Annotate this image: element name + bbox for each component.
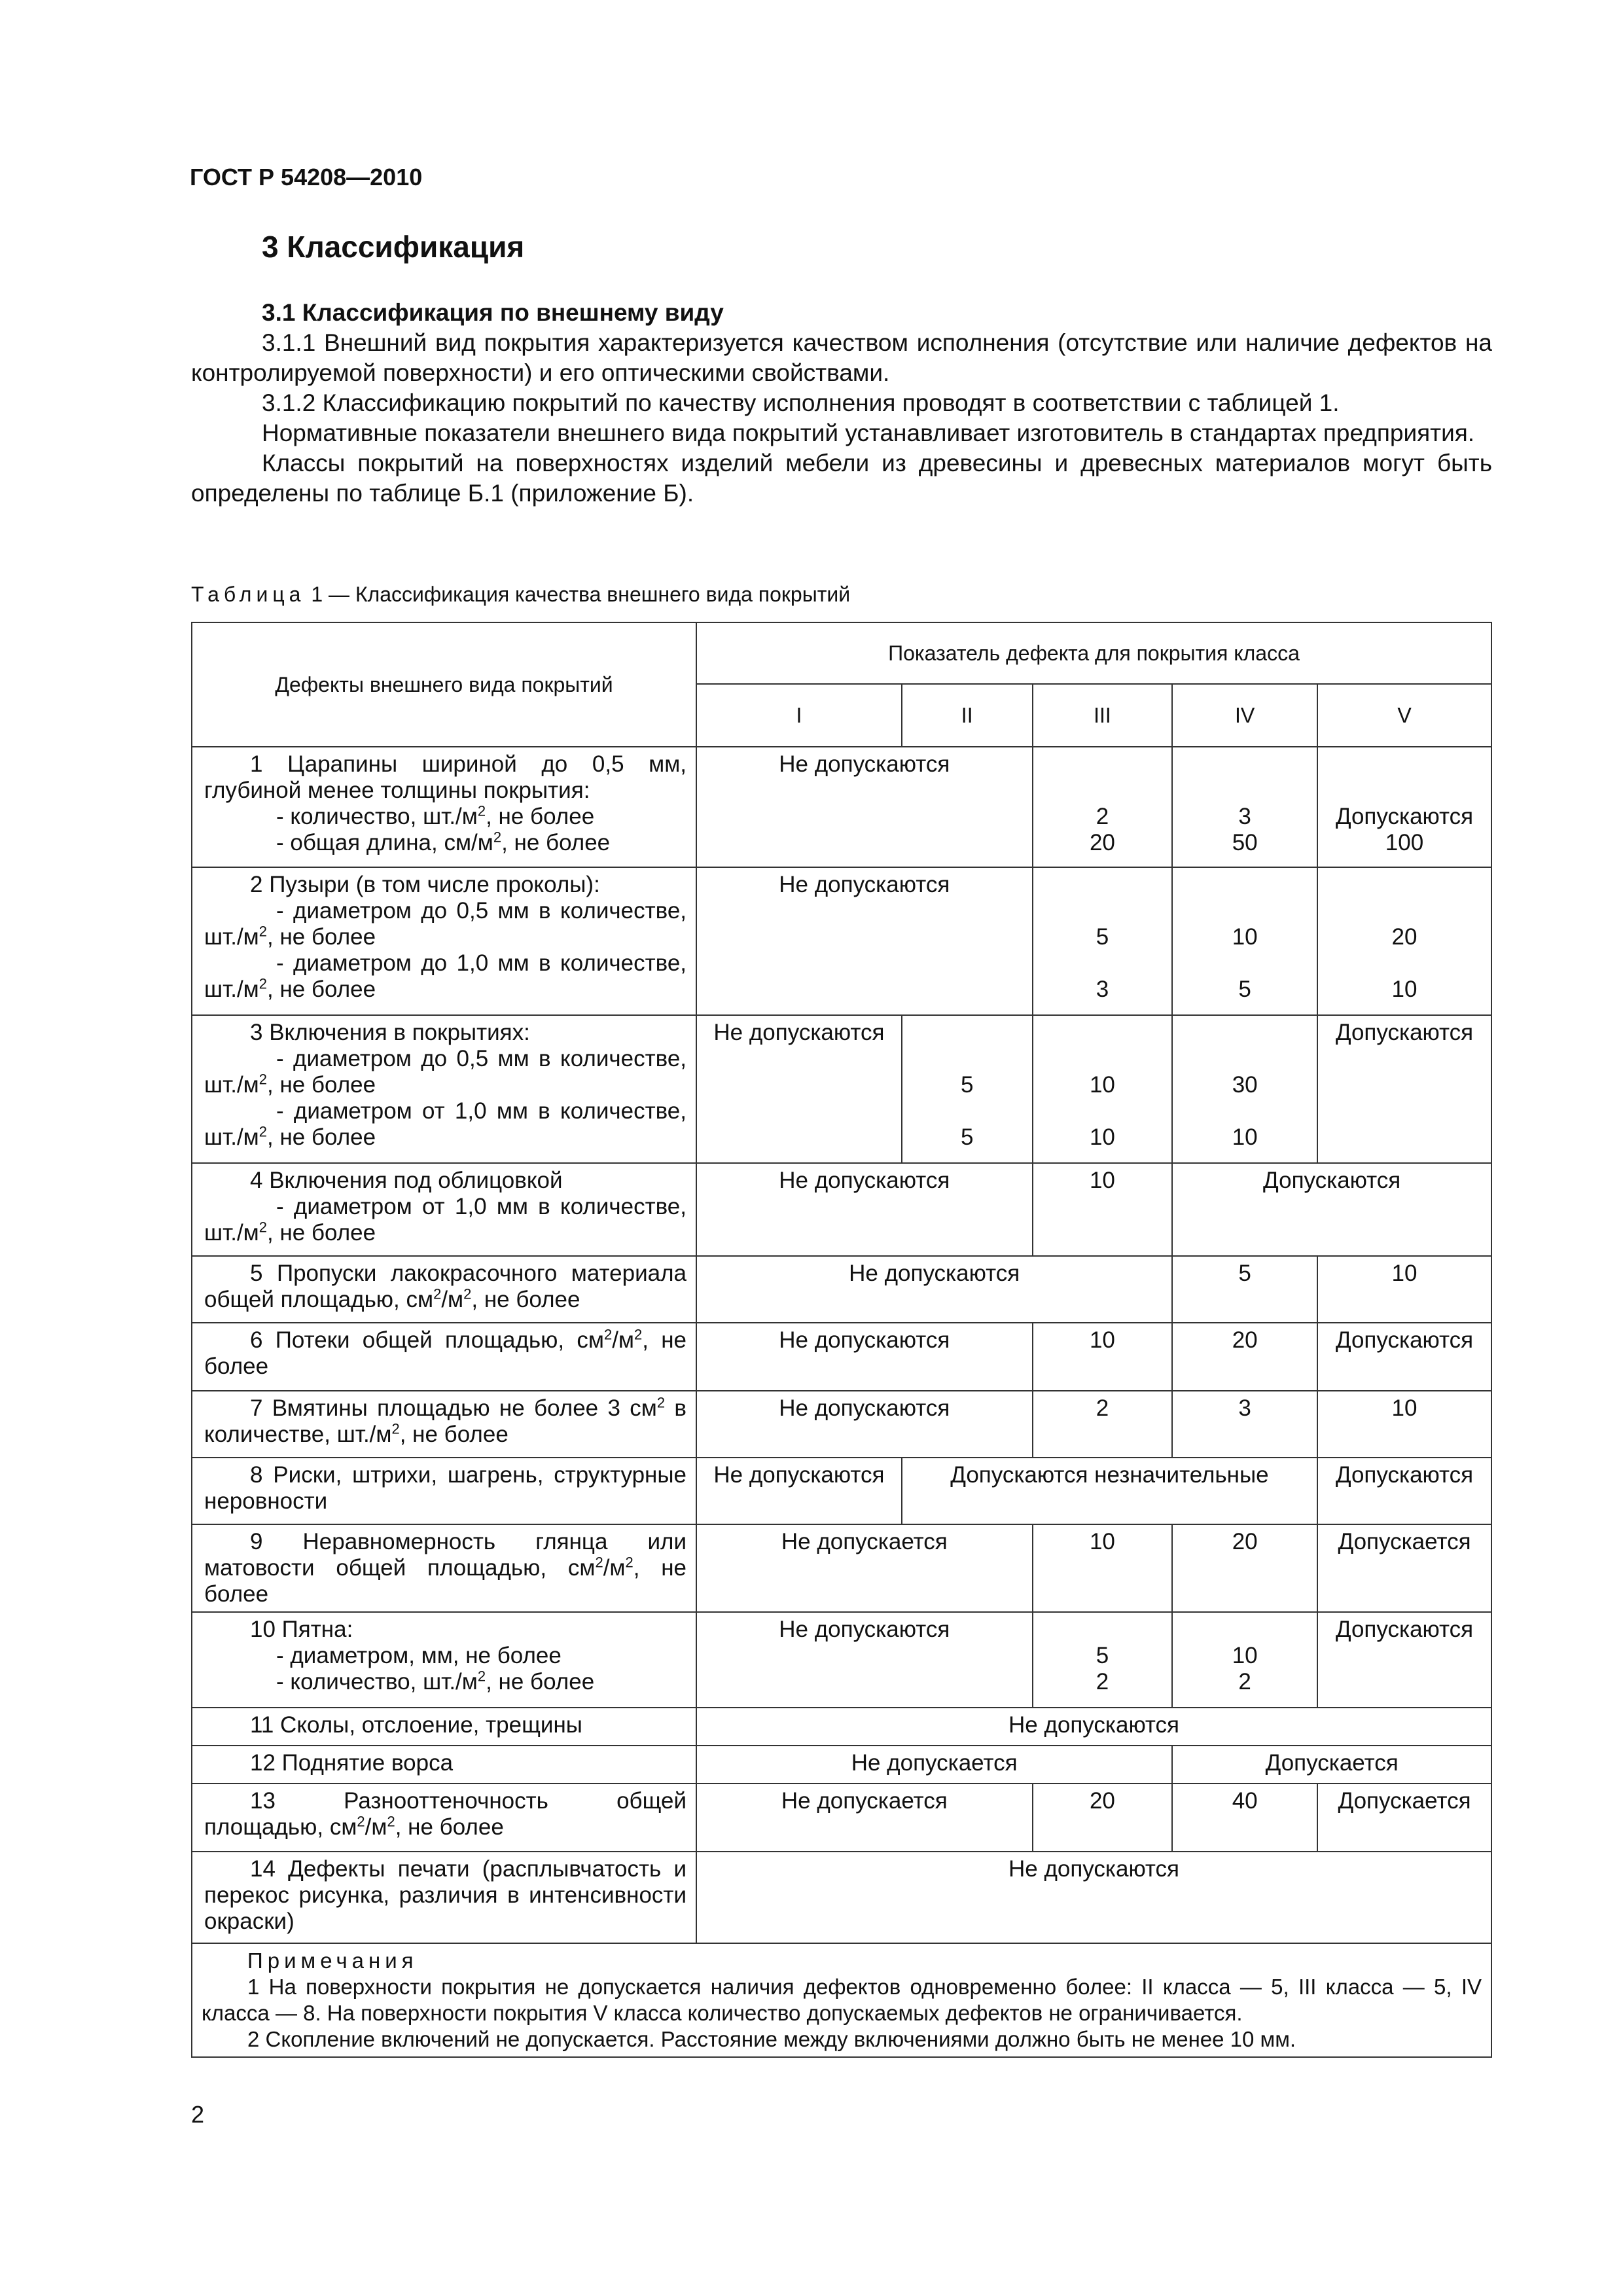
value-cell: 5 5 bbox=[902, 1015, 1033, 1163]
value-cell: Допускаются незначительные bbox=[902, 1458, 1317, 1524]
value-cell: Не допускаются bbox=[696, 1256, 1172, 1323]
header-class-3: III bbox=[1033, 684, 1173, 747]
value-cell: 10 bbox=[1317, 1256, 1491, 1323]
value-cell: Не допускаются bbox=[696, 1852, 1491, 1943]
value-cell: Не допускаются bbox=[696, 1323, 1033, 1391]
value-cell: 20 bbox=[1172, 1524, 1317, 1612]
table-row bbox=[192, 867, 1491, 1015]
table-row bbox=[192, 1524, 1491, 1612]
defect-cell: 1 Царапины шириной до 0,5 мм, глубиной менее толщины покрытия: - количество, $шт./м^2$, не более - общая длина, $см/м^2$, не более bbox=[192, 747, 696, 867]
value-cell: 10 bbox=[1033, 1163, 1173, 1256]
header-indicator: Показатель дефекта для покрытия класса bbox=[696, 622, 1491, 684]
value-cell: 20 10 bbox=[1317, 867, 1491, 1015]
value-cell: 10 5 bbox=[1172, 867, 1317, 1015]
table-row bbox=[192, 1458, 1491, 1524]
table-row bbox=[192, 1015, 1491, 1163]
table-caption-text: 1 — Классификация качества внешнего вида покрытий bbox=[311, 583, 851, 606]
value-cell: 2 bbox=[1033, 1391, 1173, 1458]
defect-cell: 3 Включения в покрытиях: - диаметром до 0,5 мм в количестве, $шт./м^2$, не более - диаметром от 1,0 мм в количестве, $шт./м^2$, не более bbox=[192, 1015, 696, 1163]
defect-cell: 14 Дефекты печати (расплывчатость и перекос рисунка, различия в интенсивности окраски) bbox=[192, 1852, 696, 1943]
table-row bbox=[192, 1612, 1491, 1708]
header-class-2: II bbox=[902, 684, 1033, 747]
note-1: 1 На поверхности покрытия не допускается наличия дефектов одновременно более: II класса — 5, III класса — 5, IV класса — 8. На поверхности покрытия V класса количество допускаемых дефектов не ограничивается. bbox=[202, 1975, 1482, 2025]
value-cell: Допускаются 100 bbox=[1317, 747, 1491, 867]
value-cell: 5 3 bbox=[1033, 867, 1173, 1015]
document-code: ГОСТ Р 54208—2010 bbox=[190, 164, 423, 190]
defect-cell: 7 Вмятины площадью не более 3 $см^2$ в количестве, $шт./м^2$, не более bbox=[192, 1391, 696, 1458]
table-row bbox=[192, 1323, 1491, 1391]
value-cell: 10 bbox=[1033, 1524, 1173, 1612]
value-cell: 5 bbox=[1172, 1256, 1317, 1323]
defect-cell: 2 Пузыри (в том числе проколы): - диаметром до 0,5 мм в количестве, $шт./м^2$, не более - диаметром до 1,0 мм в количестве, $шт./м^2$, не более bbox=[192, 867, 696, 1015]
table-row bbox=[192, 1163, 1491, 1256]
value-cell: 10 10 bbox=[1033, 1015, 1173, 1163]
value-cell: Не допускаются bbox=[696, 1458, 902, 1524]
table-notes-row bbox=[192, 1943, 1491, 2057]
value-cell: Не допускаются bbox=[696, 1163, 1033, 1256]
value-cell: Допускается bbox=[1317, 1784, 1491, 1852]
table-row bbox=[192, 1256, 1491, 1323]
value-cell: Не допускается bbox=[696, 1746, 1172, 1784]
table-row bbox=[192, 1708, 1491, 1746]
table-row bbox=[192, 747, 1491, 867]
table-row bbox=[192, 1391, 1491, 1458]
page-number: 2 bbox=[191, 2101, 205, 2128]
value-cell: Не допускаются bbox=[696, 747, 1033, 867]
header-class-5: V bbox=[1317, 684, 1491, 747]
value-cell: 5 2 bbox=[1033, 1612, 1173, 1708]
paragraph-3-1-1: 3.1.1 Внешний вид покрытия характеризуется качеством исполнения (отсутствие или наличие дефектов на контролируемой поверхности) и его оптическими свойствами. bbox=[191, 329, 1492, 386]
value-cell: 3 50 bbox=[1172, 747, 1317, 867]
defect-cell: 9 Неравномерность глянца или матовости общей площадью, $см^2/м^2$, не более bbox=[192, 1524, 696, 1612]
value-cell: Допускаются bbox=[1317, 1612, 1491, 1708]
header-defects: Дефекты внешнего вида покрытий bbox=[192, 622, 696, 747]
defect-cell: 11 Сколы, отслоение, трещины bbox=[192, 1708, 696, 1746]
value-cell: Не допускаются bbox=[696, 1708, 1491, 1746]
subsection-title: 3.1 Классификация по внешнему виду bbox=[262, 299, 724, 326]
value-cell: Допускаются bbox=[1317, 1323, 1491, 1391]
value-cell: Допускаются bbox=[1317, 1015, 1491, 1163]
paragraph-classes: Классы покрытий на поверхностях изделий мебели из древесины и древесных материалов могут быть определены по таблице Б.1 (приложение Б). bbox=[191, 450, 1492, 507]
value-cell: 3 bbox=[1172, 1391, 1317, 1458]
value-cell: Не допускается bbox=[696, 1784, 1033, 1852]
section-title: 3 Классификация bbox=[262, 230, 525, 264]
value-cell: 10 bbox=[1317, 1391, 1491, 1458]
table-header-row bbox=[192, 622, 1491, 684]
value-cell: 30 10 bbox=[1172, 1015, 1317, 1163]
defect-cell: 6 Потеки общей площадью, $см^2/м^2$, не более bbox=[192, 1323, 696, 1391]
defect-cell: 10 Пятна: - диаметром, мм, не более - количество, $шт./м^2$, не более bbox=[192, 1612, 696, 1708]
body-text bbox=[191, 298, 1492, 509]
value-cell: 2 20 bbox=[1033, 747, 1173, 867]
classification-table bbox=[191, 622, 1492, 2058]
value-cell: Не допускаются bbox=[696, 1015, 902, 1163]
value-cell: 20 bbox=[1172, 1323, 1317, 1391]
table-row bbox=[192, 1746, 1491, 1784]
value-cell: 40 bbox=[1172, 1784, 1317, 1852]
table-row bbox=[192, 1852, 1491, 1943]
value-cell: 10 2 bbox=[1172, 1612, 1317, 1708]
value-cell: Допускается bbox=[1317, 1524, 1491, 1612]
value-cell: Не допускаются bbox=[696, 867, 1033, 1015]
value-cell: 10 bbox=[1033, 1323, 1173, 1391]
defect-cell: 13 Разнооттеночность общей площадью, $см^2/м^2$, не более bbox=[192, 1784, 696, 1852]
table-row bbox=[192, 1784, 1491, 1852]
table-caption bbox=[191, 583, 850, 607]
defect-cell: 8 Риски, штрихи, шагрень, структурные неровности bbox=[192, 1458, 696, 1524]
value-cell: Не допускается bbox=[696, 1524, 1033, 1612]
defect-cell: 5 Пропуски лакокрасочного материала общей площадью, $см^2/м^2$, не более bbox=[192, 1256, 696, 1323]
value-cell: 20 bbox=[1033, 1784, 1173, 1852]
header-class-1: I bbox=[696, 684, 902, 747]
note-2: 2 Скопление включений не допускается. Расстояние между включениями должно быть не менее 10 мм. bbox=[247, 2027, 1296, 2051]
notes-title: Примечания bbox=[247, 1948, 418, 1973]
header-class-4: IV bbox=[1172, 684, 1317, 747]
defect-cell: 12 Поднятие ворса bbox=[192, 1746, 696, 1784]
value-cell: Допускается bbox=[1172, 1746, 1491, 1784]
value-cell: Не допускаются bbox=[696, 1391, 1033, 1458]
paragraph-3-1-2: 3.1.2 Классификацию покрытий по качеству исполнения проводят в соответствии с таблицей 1. bbox=[262, 389, 1340, 416]
table-caption-word: Таблица bbox=[191, 583, 306, 606]
defect-cell: 4 Включения под облицовкой - диаметром от 1,0 мм в количестве, $шт./м^2$, не более bbox=[192, 1163, 696, 1256]
value-cell: Допускаются bbox=[1317, 1458, 1491, 1524]
value-cell: Не допускаются bbox=[696, 1612, 1033, 1708]
value-cell: Допускаются bbox=[1172, 1163, 1491, 1256]
table-notes bbox=[192, 1943, 1491, 2057]
paragraph-norms: Нормативные показатели внешнего вида покрытий устанавливает изготовитель в стандартах предприятия. bbox=[262, 420, 1475, 446]
